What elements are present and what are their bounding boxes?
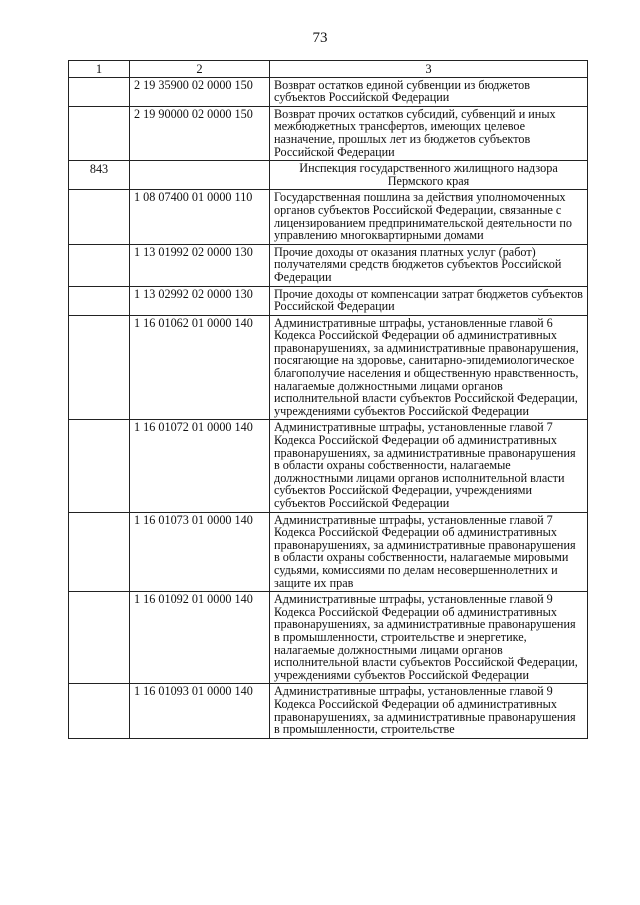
row-admin-code — [69, 512, 130, 592]
revenue-codes-table — [68, 60, 588, 739]
row-revenue-code: 1 13 02992 02 0000 130 — [130, 286, 270, 315]
row-revenue-code: 2 19 35900 02 0000 150 — [130, 77, 270, 106]
row-revenue-code — [130, 161, 270, 190]
row-revenue-code: 1 16 01062 01 0000 140 — [130, 315, 270, 420]
row-description: Возврат остатков единой субвенции из бюджетов субъектов Российской Федерации — [270, 77, 588, 106]
table-row — [69, 512, 588, 592]
row-description: Административные штрафы, установленные главой 7 Кодекса Российской Федерации об административных правонарушениях, за административные правонарушения в области охраны собственности, налагаемые мировыми судьями, комиссиями по делам несовершеннолетних и защите их прав — [270, 512, 588, 592]
row-description: Административные штрафы, установленные главой 9 Кодекса Российской Федерации об административных правонарушениях, за административные правонарушения в промышленности, строительстве — [270, 684, 588, 738]
header-col-1: 1 — [69, 61, 130, 78]
row-description: Административные штрафы, установленные главой 7 Кодекса Российской Федерации об административных правонарушениях, за административные правонарушения в области охраны собственности, налагаемые должностными лицами органов исполнительной власти субъектов Российской Федерации, учреждениями субъектов Российской Федерации — [270, 420, 588, 512]
row-description: Возврат прочих остатков субсидий, субвенций и иных межбюджетных трансфертов, имеющих целевое назначение, прошлых лет из бюджетов субъектов Российской Федерации — [270, 106, 588, 160]
header-col-2: 2 — [130, 61, 270, 78]
row-admin-code — [69, 684, 130, 738]
table-row — [69, 684, 588, 738]
row-description: Прочие доходы от оказания платных услуг (работ) получателями средств бюджетов субъектов Российской Федерации — [270, 244, 588, 286]
row-description: Административные штрафы, установленные главой 9 Кодекса Российской Федерации об административных правонарушениях, за административные правонарушения в промышленности, строительстве и энергетике, налагаемые должностными лицами органов исполнительной власти субъектов Российской Федерации, учреждениями субъектов Российской Федерации — [270, 592, 588, 684]
table-row — [69, 420, 588, 512]
table-row — [69, 190, 588, 244]
table-header-row — [69, 61, 588, 78]
row-revenue-code: 1 13 01992 02 0000 130 — [130, 244, 270, 286]
row-admin-code — [69, 420, 130, 512]
row-admin-code — [69, 190, 130, 244]
row-revenue-code: 2 19 90000 02 0000 150 — [130, 106, 270, 160]
row-revenue-code: 1 16 01072 01 0000 140 — [130, 420, 270, 512]
table-row — [69, 77, 588, 106]
row-admin-code: 843 — [69, 161, 130, 190]
table-row — [69, 592, 588, 684]
table-row — [69, 244, 588, 286]
row-revenue-code: 1 16 01093 01 0000 140 — [130, 684, 270, 738]
row-revenue-code: 1 16 01092 01 0000 140 — [130, 592, 270, 684]
row-admin-code — [69, 592, 130, 684]
table-row — [69, 286, 588, 315]
row-admin-code — [69, 77, 130, 106]
page-number: 73 — [312, 30, 328, 46]
header-col-3: 3 — [270, 61, 588, 78]
row-admin-code — [69, 315, 130, 420]
row-description: Государственная пошлина за действия уполномоченных органов субъектов Российской Федерации, связанные с лицензированием предпринимательской деятельности по управлению многоквартирными домами — [270, 190, 588, 244]
row-description: Прочие доходы от компенсации затрат бюджетов субъектов Российской Федерации — [270, 286, 588, 315]
table-row — [69, 106, 588, 160]
row-admin-code — [69, 286, 130, 315]
row-admin-code — [69, 244, 130, 286]
table-row — [69, 161, 588, 190]
row-revenue-code: 1 16 01073 01 0000 140 — [130, 512, 270, 592]
row-description: Административные штрафы, установленные главой 6 Кодекса Российской Федерации об административных правонарушениях, за административные правонарушения, посягающие на здоровье, санитарно-эпидемиологическое благополучие населения и общественную нравственность, налагаемые должностными лицами органов исполнительной власти субъектов Российской Федерации, учреждениями субъектов Российской Федерации — [270, 315, 588, 420]
row-revenue-code: 1 08 07400 01 0000 110 — [130, 190, 270, 244]
row-description: Инспекция государственного жилищного надзора Пермского края — [270, 161, 588, 190]
table-row — [69, 315, 588, 420]
row-admin-code — [69, 106, 130, 160]
